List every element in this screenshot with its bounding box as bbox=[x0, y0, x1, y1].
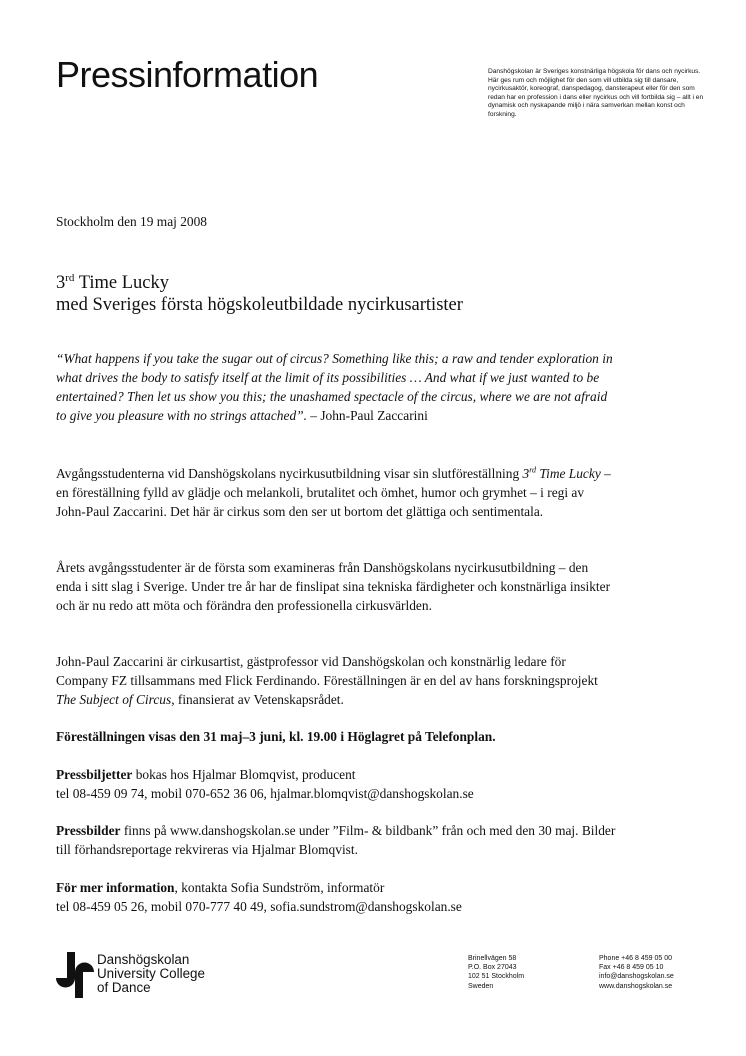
institution-description: Danshögskolan är Sveriges konstnärliga högskola för dans och nycirkus. Här ges rum och möjlighet för den som vill utbilda sig till dansare, nycirkusaktör, koreograf, danspedagog, dansterapeut eller för den som redan har en profession i dans eller nycirkus och vill fortbilda sig – allt i en dynamisk och nyskapande miljö i nära samverkan mellan konst och forskning. bbox=[488, 68, 704, 118]
show-title-rest: Time Lucky bbox=[536, 466, 601, 481]
headline-ordinal-suffix: rd bbox=[65, 271, 75, 284]
press-tickets-contact: tel 08-459 09 74, mobil 070-652 36 06, hjalmar.blomqvist@danshogskolan.se bbox=[56, 786, 474, 801]
paragraph-text: Avgångsstudenterna vid Danshögskolans nycirkusutbildning visar sin slutföreställning bbox=[56, 466, 523, 481]
address-line: 102 51 Stockholm bbox=[468, 973, 525, 981]
show-title bbox=[523, 466, 601, 481]
press-tickets bbox=[56, 765, 616, 803]
press-photos bbox=[56, 821, 616, 859]
press-photos-label: Pressbilder bbox=[56, 823, 121, 838]
more-information-label: För mer information bbox=[56, 880, 175, 895]
quote bbox=[56, 349, 616, 425]
contact-line: info@danshogskolan.se bbox=[599, 973, 674, 981]
performance-dates: Föreställningen visas den 31 maj–3 juni, kl. 19.00 i Höglagret på Telefonplan. bbox=[56, 729, 496, 744]
headline-ordinal-number: 3 bbox=[56, 273, 66, 293]
address-line: Sweden bbox=[468, 982, 494, 990]
footer-address bbox=[468, 954, 524, 991]
paragraph-intro bbox=[56, 464, 616, 521]
contact-line: Phone +46 8 459 05 00 bbox=[599, 955, 672, 962]
press-tickets-text: bokas hos Hjalmar Blomqvist, producent bbox=[132, 767, 356, 782]
logo-line: University College bbox=[97, 966, 205, 982]
more-information-text: , kontakta Sofia Sundström, informatör bbox=[174, 880, 385, 895]
danshogskolan-logo-icon bbox=[56, 952, 94, 998]
footer-contact bbox=[599, 954, 674, 991]
page-title: Pressinformation bbox=[56, 54, 319, 95]
project-title: The Subject of Circus bbox=[56, 692, 172, 707]
quote-text: “What happens if you take the sugar out of circus? Something like this; a raw and tender exploration in what drives the body to satisfy itself at the limit of its possibilities … And what if we just wanted to be entertained? Then let us show you this; the unashamed spectacle of the circus, where we are not afraid to give you pleasure with no strings attached”. bbox=[56, 351, 613, 423]
address-line: P.O. Box 27043 bbox=[468, 964, 517, 972]
more-information-contact: tel 08-459 05 26, mobil 070-777 40 49, sofia.sundstrom@danshogskolan.se bbox=[56, 899, 462, 914]
show-title-suffix: rd bbox=[529, 465, 537, 475]
paragraph-text: , finansierat av Vetenskapsrådet. bbox=[171, 692, 344, 707]
headline-title-rest: Time Lucky bbox=[74, 273, 169, 293]
paragraph-students: Årets avgångsstudenter är de första som examineras från Danshögskolans nycirkusutbildning – den enda i sitt slag i Sverige. Under tre år har de finslipat sina tekniska färdigheter och konstnärliga insikter och är nu redo att möta och förändra den professionella cirkusvärlden. bbox=[56, 560, 611, 613]
headline bbox=[56, 272, 616, 316]
show-title-number: 3 bbox=[522, 466, 530, 481]
more-information bbox=[56, 878, 616, 916]
paragraph-text: – en föreställning fylld av glädje och melankoli, brutalitet och ömhet, humor och grymhet – i regi av John-Paul Zaccarini. Det här är cirkus som den ser ut bortom det glättiga och sentimentala. bbox=[56, 466, 611, 519]
address-line: Brinellvägen 58 bbox=[468, 955, 517, 962]
quote-attribution: – John-Paul Zaccarini bbox=[306, 408, 428, 423]
dateline: Stockholm den 19 maj 2008 bbox=[56, 214, 208, 229]
footer-logo-text bbox=[97, 953, 205, 996]
press-tickets-label: Pressbiljetter bbox=[56, 767, 133, 782]
headline-title bbox=[56, 272, 616, 294]
logo-line: Danshögskolan bbox=[97, 952, 190, 967]
logo-line: of Dance bbox=[97, 980, 151, 996]
paragraph-director bbox=[56, 652, 616, 709]
paragraph-text: John-Paul Zaccarini är cirkusartist, gästprofessor vid Danshögskolan och konstnärlig ledare för Company FZ tillsammans med Flick Ferdinando. Föreställningen är en del av hans forskningsprojekt bbox=[56, 654, 598, 688]
contact-line: Fax +46 8 459 05 10 bbox=[599, 964, 664, 972]
contact-line: www.danshogskolan.se bbox=[599, 982, 673, 990]
press-photos-text: finns på www.danshogskolan.se under ”Film- & bildbank” från och med den 30 maj. Bilder till förhandsreportage rekvireras via Hjalmar Blomqvist. bbox=[56, 823, 616, 857]
headline-subtitle: med Sveriges första högskoleutbildade nycirkusartister bbox=[56, 295, 463, 315]
